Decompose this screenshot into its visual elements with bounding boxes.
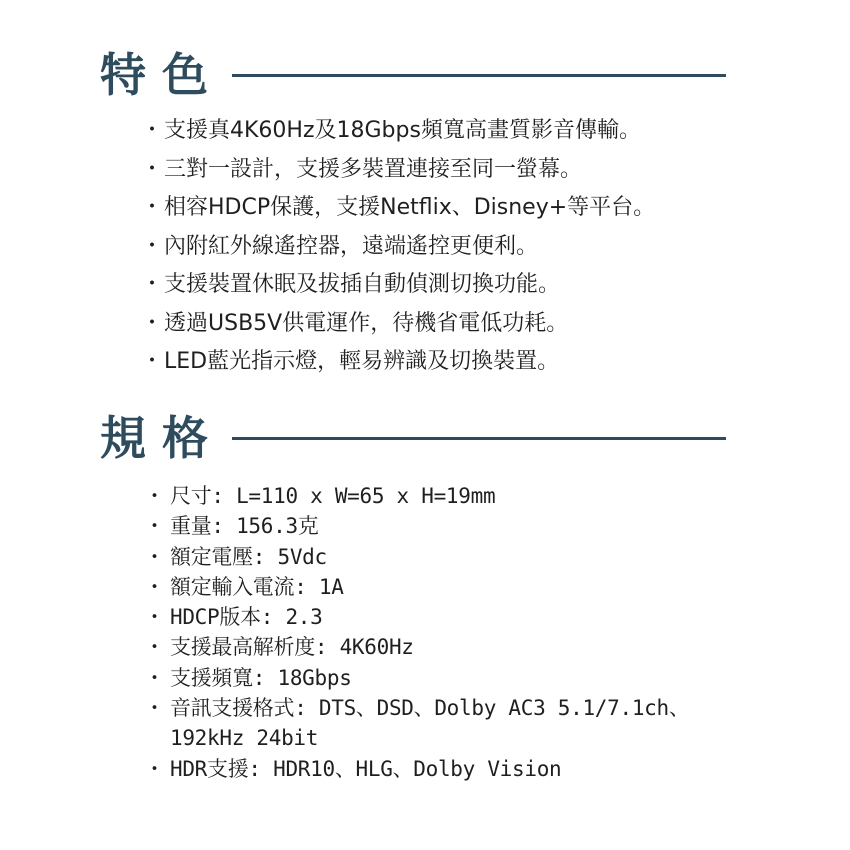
spec-item-weight [140,511,820,541]
feature-item [140,112,800,151]
feature-item [140,305,800,344]
spec-item-hdcp [140,602,820,632]
feature-item [140,228,800,267]
bullet-dot: ・ [144,574,165,599]
bullet-dot: ・ [140,156,163,182]
feature-item [140,266,800,305]
specs-list [140,481,820,784]
bullet-dot: ・ [144,484,165,508]
spec-item-bandwidth [140,663,820,693]
bullet-dot: ・ [140,195,163,220]
spec-text: 額定電壓: 5Vdc [170,544,327,569]
features-heading-rule [232,74,726,77]
feature-text: 透過USB5V供電運作，待機省電低功耗。 [164,310,569,336]
spec-text: HDR支援: HDR10、HLG、Dolby Vision [170,756,562,781]
spec-item-dimensions [140,481,820,511]
specs-heading-rule [232,437,726,440]
spec-item-audio [140,693,820,723]
feature-text: 內附紅外線遙控器，遠端遙控更便利。 [164,233,539,259]
spec-item-hdr [140,754,820,784]
feature-text: 支援裝置休眠及拔插自動偵測切換功能。 [164,272,561,297]
bullet-dot: ・ [140,310,163,336]
bullet-dot: ・ [144,605,165,630]
bullet-dot: ・ [144,635,165,660]
spec-text: 尺寸: L=110 x W=65 x H=19mm [170,484,496,508]
bullet-dot: ・ [144,544,165,569]
spec-text: 支援頻寬: 18Gbps [170,665,352,690]
bullet-dot: ・ [144,514,165,539]
spec-text: 支援最高解析度: 4K60Hz [170,635,414,660]
bullet-dot: ・ [144,696,165,721]
feature-text: 三對一設計，支援多裝置連接至同一螢幕。 [164,156,583,182]
feature-text: 支援真4K60Hz及18Gbps頻寬高畫質影音傳輸。 [164,118,641,143]
spec-text: 額定輸入電流: 1A [170,574,344,599]
spec-item-current [140,572,820,602]
spec-text: 重量: 156.3克 [170,514,319,539]
feature-item [140,343,800,382]
spec-item-audio-continuation [140,723,820,753]
feature-text: 相容HDCP保護，支援Netflix、Disney+等平台。 [164,195,656,220]
feature-text: LED藍光指示燈，輕易辨識及切換裝置。 [164,349,560,374]
spec-text-continuation: 192kHz 24bit [170,726,319,751]
specs-heading: 規格 [100,411,224,465]
bullet-dot: ・ [140,349,163,374]
bullet-dot: ・ [140,272,163,297]
spec-item-resolution [140,632,820,662]
bullet-dot: ・ [140,118,163,143]
bullet-dot: ・ [144,756,165,781]
spec-item-voltage [140,542,820,572]
features-list [140,112,800,382]
feature-item [140,189,800,228]
bullet-dot: ・ [144,665,165,690]
spec-text: 音訊支援格式: DTS、DSD、Dolby AC3 5.1/7.1ch、 [170,696,690,721]
feature-item [140,151,800,190]
spec-text: HDCP版本: 2.3 [170,605,323,630]
features-heading: 特色 [100,48,224,102]
bullet-dot: ・ [140,233,163,259]
